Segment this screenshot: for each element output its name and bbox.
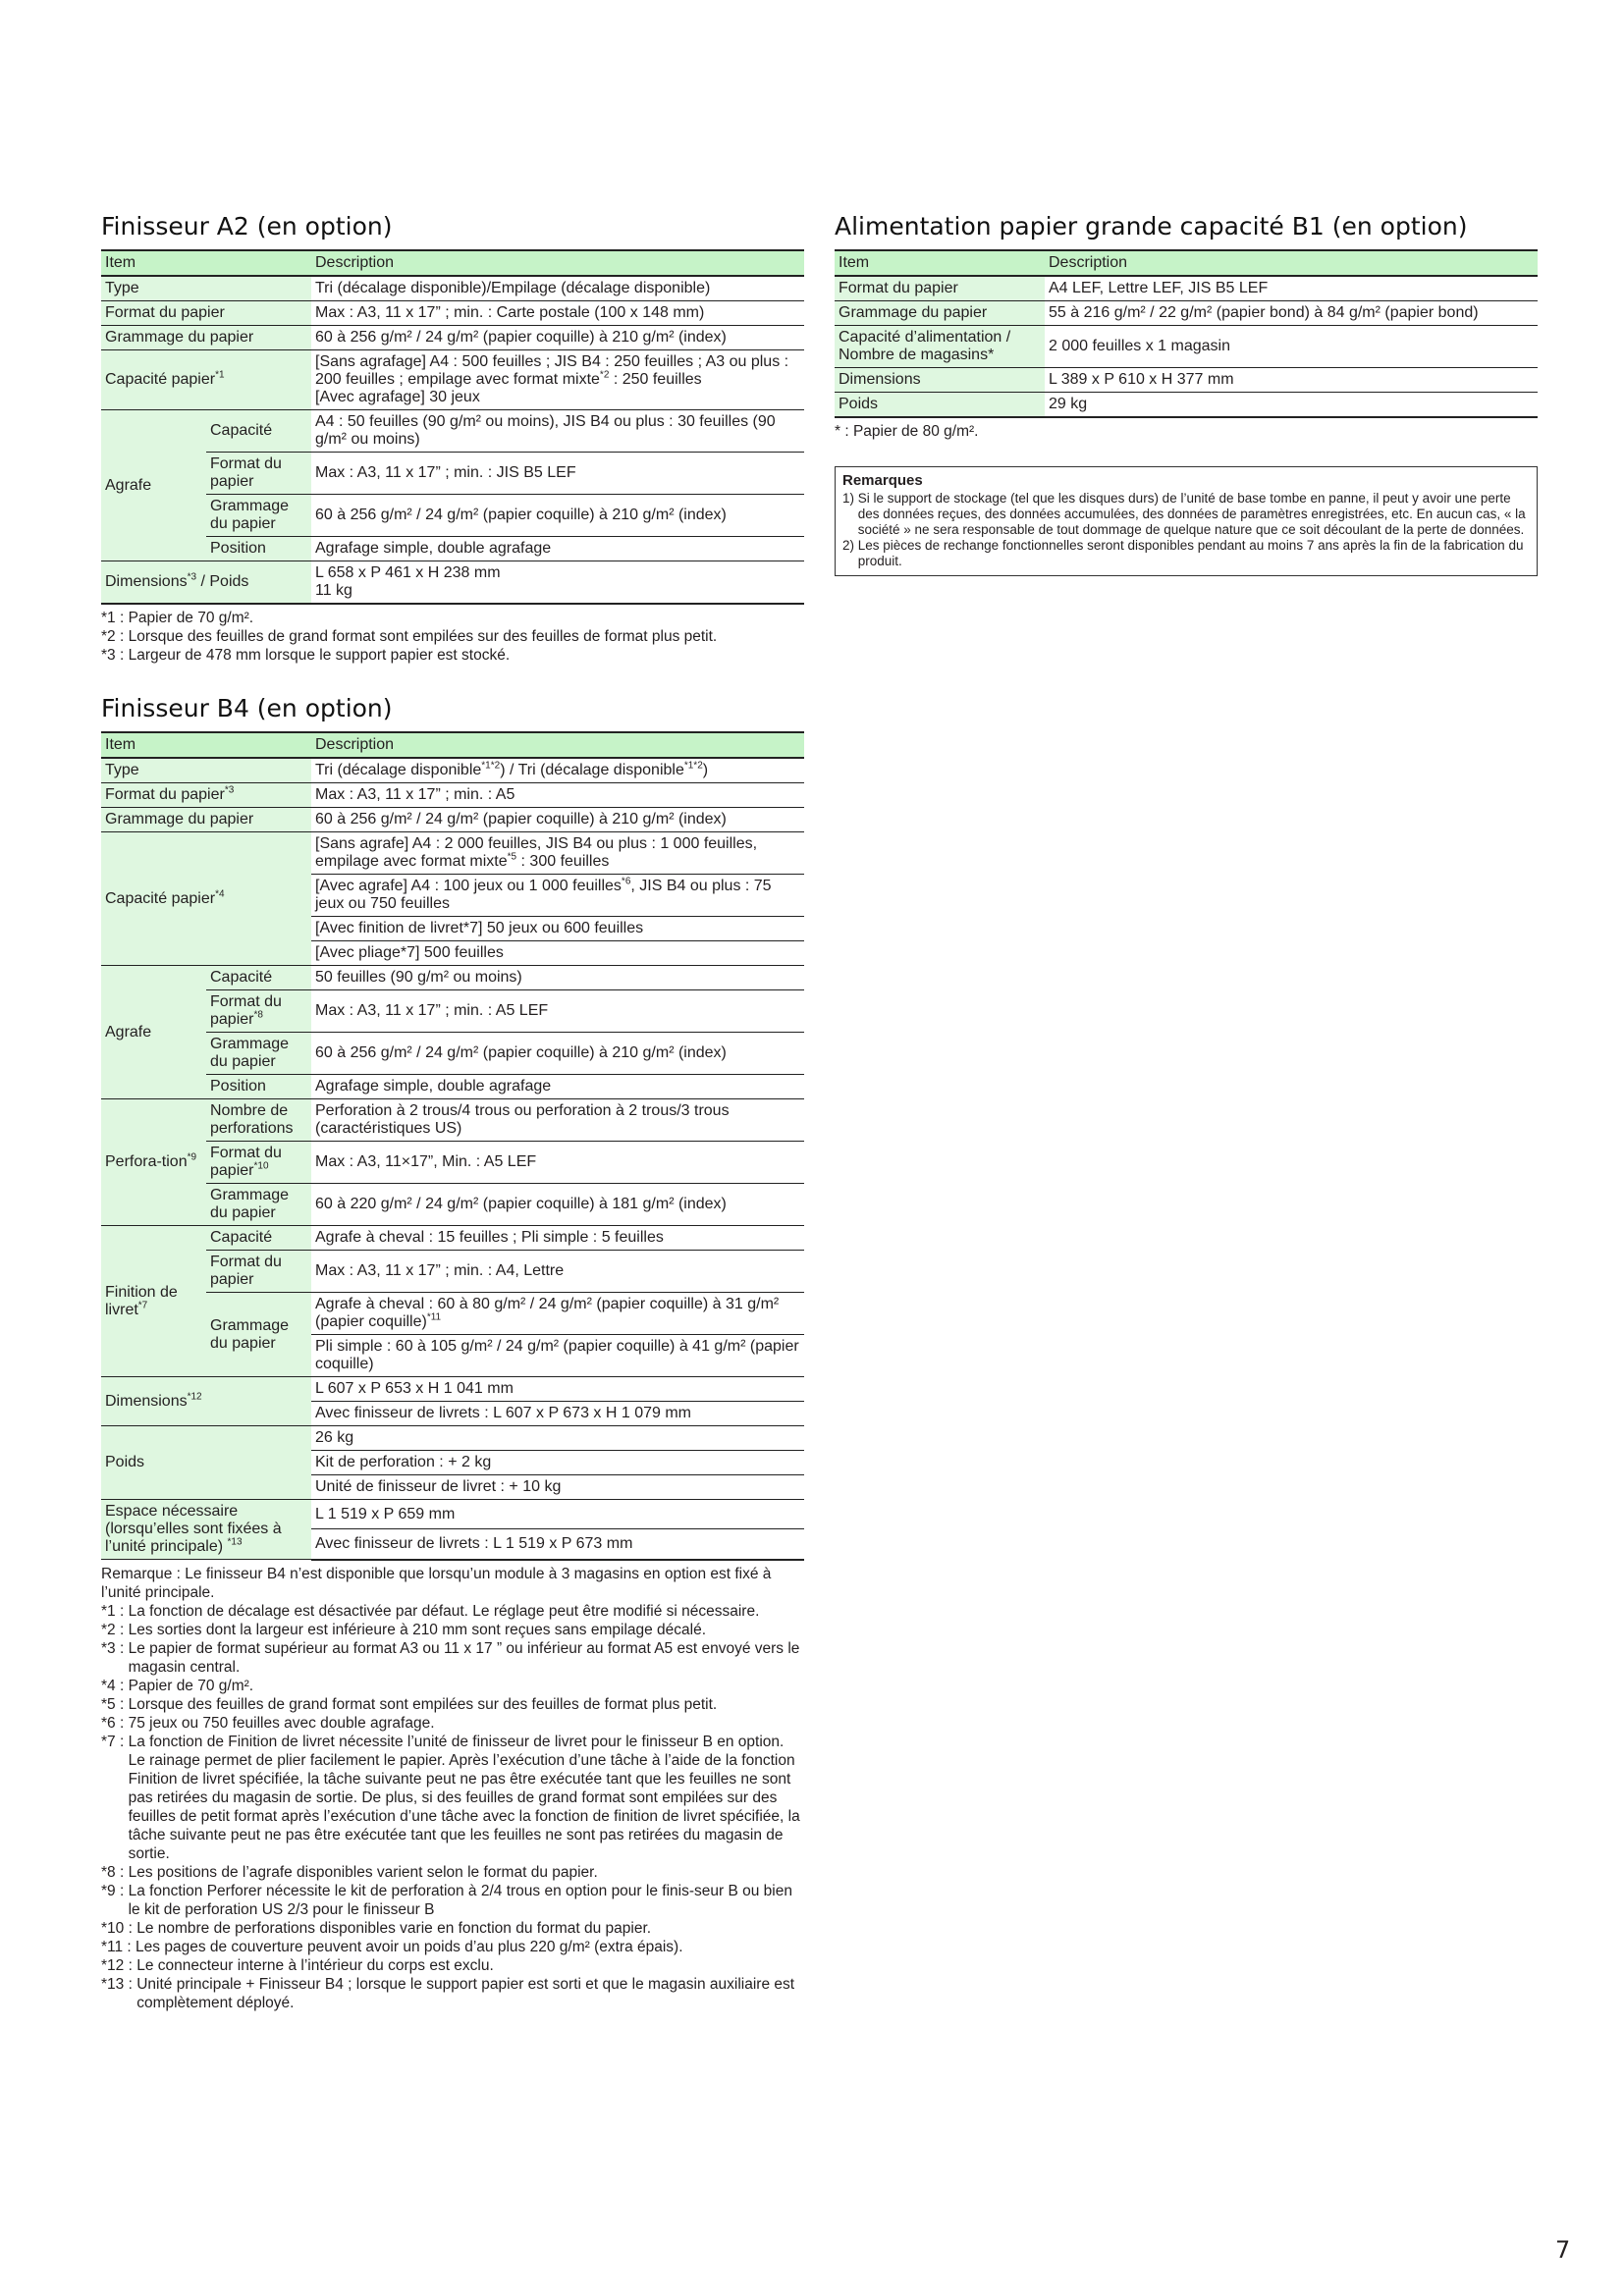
footnote: *2 : Les sorties dont la largeur est inférieure à 210 mm sont reçues sans empilage décalé. <box>101 1621 707 1638</box>
header-description: Description <box>1045 250 1538 276</box>
row-value: Max : A3, 11 x 17” ; min. : A5 LEF <box>311 990 804 1033</box>
table-row <box>101 561 804 605</box>
table-row <box>101 758 804 783</box>
sub-label: Nombre de perforations <box>206 1099 311 1142</box>
row-value: [Avec agrafe] A4 : 100 jeux ou 1 000 feuilles$^{*6}$, JIS B4 ou plus : 75 jeux ou 750 feuilles <box>311 875 804 917</box>
footnote: *2 : Lorsque des feuilles de grand format sont empilées sur des feuilles de format plus petit. <box>101 628 718 645</box>
sub-label: Position <box>206 537 311 561</box>
table-row <box>101 832 804 875</box>
footnote: *1 : Papier de 70 g/m². <box>101 610 254 626</box>
right-column <box>835 212 1538 576</box>
row-label: Finition de livret$^{*7}$ <box>101 1226 206 1377</box>
sub-label: Grammage du papier <box>206 1293 311 1377</box>
table-row <box>101 1075 804 1099</box>
footnote: *1 : La fonction de décalage est désactivée par défaut. Le réglage peut être modifié si nécessaire. <box>101 1602 760 1620</box>
row-value: Perforation à 2 trous/4 trous ou perforation à 2 trous/3 trous (caractéristiques US) <box>311 1099 804 1142</box>
row-label: Poids <box>101 1426 311 1500</box>
a2-spec-table <box>101 249 804 605</box>
row-value: 60 à 256 g/m² / 24 g/m² (papier coquille) à 210 g/m² (index) <box>311 495 804 537</box>
row-value: Max : A3, 11 x 17” ; min. : A5 <box>311 783 804 808</box>
table-row <box>101 1293 804 1335</box>
sub-label: Capacité <box>206 1226 311 1251</box>
row-value: L 389 x P 610 x H 377 mm <box>1045 368 1538 393</box>
row-value: [Sans agrafe] A4 : 2 000 feuilles, JIS B4 ou plus : 1 000 feuilles, empilage avec format mixte$^{*5}$ : 300 feuilles <box>311 832 804 875</box>
footnote: *7 : La fonction de Finition de livret nécessite l’unité de finisseur de livret pour le finisseur B en option. Le rainage permet de plier facilement le papier. Après l’exécution d’une tâche à l’aide de la fonction Finition de livret spécifiée, la tâche suivante peut ne pas être exécutée tant que les feuilles ne sont pas retirées du magasin de sortie. De plus, si des feuilles de grand format sont empilées sur des feuilles de petit format après l’exécution d’une tâche avec la fonction de finition de livret spécifiée, la tâche suivante peut ne pas être exécutée tant que les feuilles ne sont pas retirées du magasin de sortie. <box>101 1733 800 1862</box>
table-row <box>835 368 1538 393</box>
sub-label: Grammage du papier <box>206 495 311 537</box>
b1-footnote: * : Papier de 80 g/m². <box>835 423 979 440</box>
table-header-row <box>101 250 804 276</box>
table-row <box>101 276 804 301</box>
row-label: Grammage du papier <box>101 808 311 832</box>
row-value: Tri (décalage disponible)/Empilage (décalage disponible) <box>311 276 804 301</box>
row-value: Tri (décalage disponible$^{*1*2}$) / Tri (décalage disponible$^{*1*2}$) <box>311 758 804 783</box>
row-value: 29 kg <box>1045 393 1538 418</box>
footnote: *3 : Largeur de 478 mm lorsque le support papier est stocké. <box>101 647 511 664</box>
a2-footnotes <box>101 609 804 665</box>
row-label: Type <box>101 758 311 783</box>
header-description: Description <box>311 250 804 276</box>
table-row <box>835 276 1538 301</box>
table-row <box>101 1426 804 1451</box>
row-label: Grammage du papier <box>835 301 1045 326</box>
table-row <box>101 410 804 453</box>
row-label: Poids <box>835 393 1045 418</box>
table-row <box>101 1142 804 1184</box>
row-value: 60 à 256 g/m² / 24 g/m² (papier coquille) à 210 g/m² (index) <box>311 808 804 832</box>
row-value: Max : A3, 11 x 17” ; min. : Carte postale (100 x 148 mm) <box>311 301 804 326</box>
footnote: *13 : Unité principale + Finisseur B4 ; lorsque le support papier est sorti et que le magasin auxiliaire est complètement déployé. <box>101 1975 795 2011</box>
footnote: *6 : 75 jeux ou 750 feuilles avec double agrafage. <box>101 1714 435 1732</box>
footnote: *4 : Papier de 70 g/m². <box>101 1677 254 1694</box>
row-value: 2 000 feuilles x 1 magasin <box>1045 326 1538 368</box>
row-value: Max : A3, 11 x 17” ; min. : JIS B5 LEF <box>311 453 804 495</box>
sub-label: Capacité <box>206 966 311 990</box>
table-row <box>101 808 804 832</box>
table-row <box>835 393 1538 418</box>
row-label: Capacité d’alimentation / Nombre de magasins* <box>835 326 1045 368</box>
b1-section-title: Alimentation papier grande capacité B1 (en option) <box>835 212 1468 240</box>
b4-remark: Remarque : Le finisseur B4 n’est disponible que lorsqu’un module à 3 magasins en option est fixé à l’unité principale. <box>101 1565 772 1601</box>
table-row <box>101 966 804 990</box>
row-value: L 607 x P 653 x H 1 041 mm <box>311 1377 804 1402</box>
table-row <box>101 301 804 326</box>
row-value: 60 à 256 g/m² / 24 g/m² (papier coquille) à 210 g/m² (index) <box>311 1033 804 1075</box>
header-item: Item <box>101 732 311 758</box>
row-value: Agrafe à cheval : 60 à 80 g/m² / 24 g/m² (papier coquille) à 31 g/m² (papier coquille)$^{*11}$ <box>311 1293 804 1335</box>
row-value: Agrafage simple, double agrafage <box>311 1075 804 1099</box>
row-value: [Avec pliage*7] 500 feuilles <box>311 941 804 966</box>
row-value: L 1 519 x P 659 mm <box>311 1500 804 1529</box>
b1-spec-table <box>835 249 1538 418</box>
table-row <box>835 326 1538 368</box>
row-label: Format du papier <box>101 301 311 326</box>
row-value: 50 feuilles (90 g/m² ou moins) <box>311 966 804 990</box>
row-value: Pli simple : 60 à 105 g/m² / 24 g/m² (papier coquille) à 41 g/m² (papier coquille) <box>311 1335 804 1377</box>
footnote: *8 : Les positions de l’agrafe disponibles varient selon le format du papier. <box>101 1863 598 1881</box>
row-label: Agrafe <box>101 966 206 1099</box>
row-label: Dimensions$^{*3}$ / Poids <box>101 561 311 605</box>
table-row <box>101 1099 804 1142</box>
table-row <box>101 350 804 410</box>
row-label: Capacité papier$^{*4}$ <box>101 832 311 966</box>
remarks-box <box>835 466 1538 576</box>
table-row <box>101 1500 804 1529</box>
row-value: Max : A3, 11 x 17” ; min. : A4, Lettre <box>311 1251 804 1293</box>
row-value: Avec finisseur de livrets : L 1 519 x P 673 mm <box>311 1529 804 1560</box>
row-value: 60 à 220 g/m² / 24 g/m² (papier coquille) à 181 g/m² (index) <box>311 1184 804 1226</box>
table-header-row <box>101 732 804 758</box>
sub-label: Format du papier <box>206 453 311 495</box>
table-row <box>101 326 804 350</box>
row-value: 55 à 216 g/m² / 22 g/m² (papier bond) à 84 g/m² (papier bond) <box>1045 301 1538 326</box>
table-row <box>101 783 804 808</box>
table-row <box>835 301 1538 326</box>
remark-item: 2) Les pièces de rechange fonctionnelles seront disponibles pendant au moins 7 ans après la fin de la fabrication du produit. <box>842 538 1524 568</box>
left-column <box>101 212 804 2012</box>
table-row <box>101 990 804 1033</box>
row-label: Dimensions$^{*12}$ <box>101 1377 311 1426</box>
row-value: Agrafage simple, double agrafage <box>311 537 804 561</box>
page-number: 7 <box>1555 2236 1571 2264</box>
sub-label: Capacité <box>206 410 311 453</box>
b4-footnotes <box>101 1565 804 2012</box>
row-label: Capacité papier$^{*1}$ <box>101 350 311 410</box>
a2-section-title: Finisseur A2 (en option) <box>101 212 393 240</box>
row-label: Format du papier$^{*3}$ <box>101 783 311 808</box>
row-value: A4 : 50 feuilles (90 g/m² ou moins), JIS B4 ou plus : 30 feuilles (90 g/m² ou moins) <box>311 410 804 453</box>
row-value: 60 à 256 g/m² / 24 g/m² (papier coquille) à 210 g/m² (index) <box>311 326 804 350</box>
row-label: Perfora-tion$^{*9}$ <box>101 1099 206 1226</box>
footnote: *10 : Le nombre de perforations disponibles varie en fonction du format du papier. <box>101 1919 652 1937</box>
row-value: L 658 x P 461 x H 238 mm 11 kg <box>311 561 804 605</box>
b4-spec-table <box>101 731 804 1561</box>
row-value: [Avec finition de livret*7] 50 jeux ou 600 feuilles <box>311 917 804 941</box>
table-row <box>101 1377 804 1402</box>
row-label: Dimensions <box>835 368 1045 393</box>
b4-section-title: Finisseur B4 (en option) <box>101 694 393 722</box>
footnote: *11 : Les pages de couverture peuvent avoir un poids d’au plus 220 g/m² (extra épais). <box>101 1938 683 1955</box>
row-label: Agrafe <box>101 410 206 561</box>
row-value: Avec finisseur de livrets : L 607 x P 673 x H 1 079 mm <box>311 1402 804 1426</box>
header-item: Item <box>101 250 311 276</box>
row-value: 26 kg <box>311 1426 804 1451</box>
footnote: *3 : Le papier de format supérieur au format A3 ou 11 x 17 ” ou inférieur au format A5 est envoyé vers le magasin central. <box>101 1639 800 1676</box>
footnote: *12 : Le connecteur interne à l’intérieur du corps est exclu. <box>101 1956 494 1974</box>
row-value: Kit de perforation : + 2 kg <box>311 1451 804 1475</box>
header-item: Item <box>835 250 1045 276</box>
table-row <box>101 495 804 537</box>
table-row <box>101 453 804 495</box>
row-label: Grammage du papier <box>101 326 311 350</box>
table-header-row <box>835 250 1538 276</box>
sub-label: Format du papier$^{*10}$ <box>206 1142 311 1184</box>
footnote: *9 : La fonction Perforer nécessite le kit de perforation à 2/4 trous en option pour le finis-seur B ou bien le kit de perforation US 2/3 pour le finisseur B <box>101 1882 792 1918</box>
table-row <box>101 537 804 561</box>
row-label: Type <box>101 276 311 301</box>
footnote: *5 : Lorsque des feuilles de grand format sont empilées sur des feuilles de format plus petit. <box>101 1695 718 1713</box>
table-row <box>101 1251 804 1293</box>
table-row <box>101 1033 804 1075</box>
header-description: Description <box>311 732 804 758</box>
row-value: Max : A3, 11×17”, Min. : A5 LEF <box>311 1142 804 1184</box>
remarks-title: Remarques <box>842 472 923 489</box>
row-value: A4 LEF, Lettre LEF, JIS B5 LEF <box>1045 276 1538 301</box>
row-label: Espace nécessaire (lorsqu’elles sont fixées à l’unité principale) $^{*13}$ <box>101 1500 311 1560</box>
row-value: [Sans agrafage] A4 : 500 feuilles ; JIS B4 : 250 feuilles ; A3 ou plus : 200 feuilles ; empilage avec format mixte$^{*2}$ : 250 feuilles [Avec agrafage] 30 jeux <box>311 350 804 410</box>
sub-label: Format du papier$^{*8}$ <box>206 990 311 1033</box>
table-row <box>101 1184 804 1226</box>
remark-item: 1) Si le support de stockage (tel que les disques durs) de l’unité de base tombe en panne, il peut y avoir une perte des données reçues, des données accumulées, des données de paramètres enregistrées, etc. En aucun cas, « la société » ne sera responsable de tout dommage de quelque nature que ce soit découlant de la perte de données. <box>842 491 1526 537</box>
row-label: Format du papier <box>835 276 1045 301</box>
row-value: Unité de finisseur de livret : + 10 kg <box>311 1475 804 1500</box>
sub-label: Format du papier <box>206 1251 311 1293</box>
sub-label: Position <box>206 1075 311 1099</box>
sub-label: Grammage du papier <box>206 1184 311 1226</box>
table-row <box>101 1226 804 1251</box>
sub-label: Grammage du papier <box>206 1033 311 1075</box>
row-value: Agrafe à cheval : 15 feuilles ; Pli simple : 5 feuilles <box>311 1226 804 1251</box>
